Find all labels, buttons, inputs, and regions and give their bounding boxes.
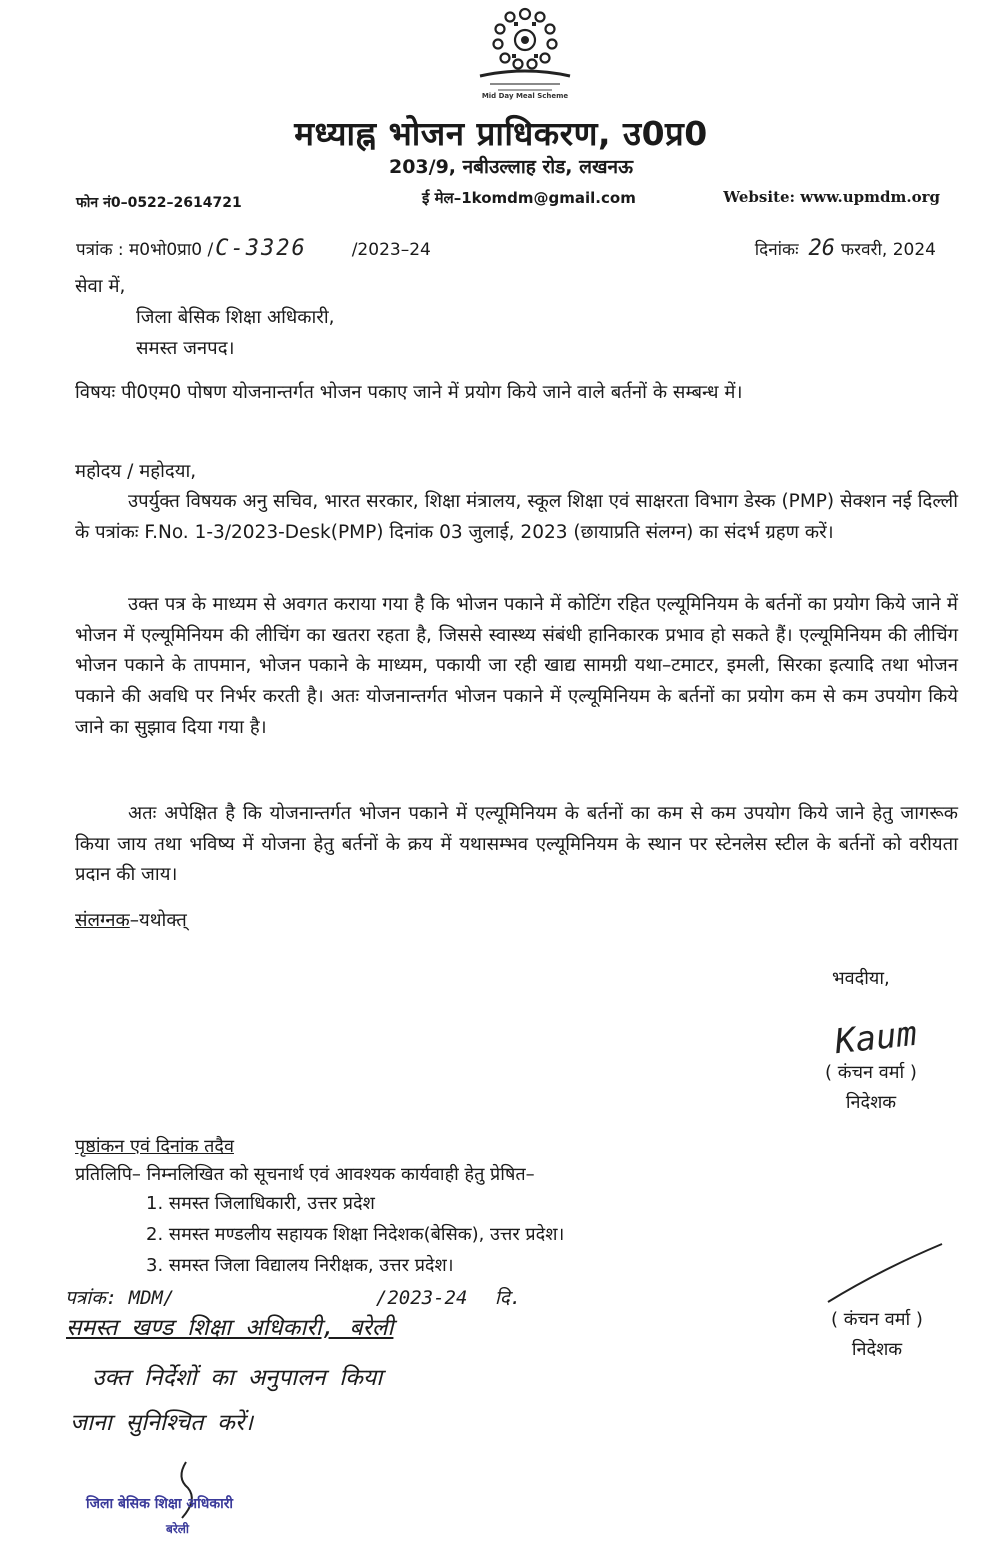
signatory-1 [796,1058,946,1118]
handwritten-reference [65,1284,521,1310]
website-link[interactable]: Website: www.upmdm.org [723,188,940,206]
body-paragraph-1: उपर्युक्त विषयक अनु सचिव, भारत सरकार, शिक्षा मंत्रालय, स्कूल शिक्षा एवं साक्षरता विभाग डेस्क (PMP) सेक्शन नई दिल्ली के पत्रांकः F.No. 1-3/2023-Desk(PMP) दिनांक 03 जुलाई, 2023 (छायाप्रति संलग्न) का संदर्भ ग्रहण करें। [75,491,958,543]
ref-prefix: पत्रांक : म0भो0प्रा0 / [76,240,214,260]
copy-line: प्रतिलिपि– निम्नलिखित को सूचनार्थ एवं आवश्यक कार्यवाही हेतु प्रेषित– [75,1164,535,1185]
signature-scribble: Kaum [833,1013,919,1063]
handwritten-instruction-2: जाना सुनिश्चित करें। [70,1410,253,1436]
phone-number: फोन नं0–0522–2614721 [76,195,242,211]
org-address: 203/9, नबीउल्लाह रोड, लखनऊ [388,156,634,178]
handwritten-instruction-1: उक्त निर्देशों का अनुपालन किया [92,1365,383,1391]
salutation: सेवा में, [75,276,126,297]
hw-ref-year: /2023-24 [375,1287,468,1309]
email-address[interactable]: ई मेल–1komdm@gmail.com [422,189,636,207]
date-label: दिनांकः [754,240,799,260]
copy-item: 3. समस्त जिला विद्यालय निरीक्षक, उत्तर प्रदेश। [146,1255,454,1276]
closing: भवदीया, [832,968,890,989]
hw-ref-date: दि. [494,1287,522,1309]
logo-caption: Mid Day Meal Scheme [481,92,569,100]
greeting: महोदय / महोदया, [75,461,197,482]
ref-number: C-3326 [215,236,307,261]
enclosure [75,906,187,937]
signatory-2 [802,1305,952,1365]
subject: विषयः पी0एम0 पोषण योजनान्तर्गत भोजन पकाए जाने में प्रयोग किये जाने वाले बर्तनों के सम्बन्ध में। [75,382,743,403]
date-day: 26 [808,236,836,261]
signatory-designation: निदेशक [851,1339,903,1360]
signatory-name: ( कंचन वर्मा ) [831,1309,923,1330]
hw-ref-prefix: पत्रांक: MDM/ [65,1287,175,1309]
body-paragraph-3: अतः अपेक्षित है कि योजनान्तर्गत भोजन पकाने में एल्यूमिनियम के बर्तनों का कम से कम उपयोग किये जाने हेतु जागरूक किया जाय तथा भविष्य में योजना हेतु बर्तनों के क्रय में यथासम्भव एल्यूमिनियम के स्थान पर स्टेनलेस स्टील के बर्तनों को वरीयता प्रदान की जाय। [75,803,958,886]
stamp-line-1: जिला बेसिक शिक्षा अधिकारी [86,1496,234,1512]
handwritten-addressee: समस्त खण्ड शिक्षा अधिकारी, बरेली [66,1315,394,1341]
copy-item: 1. समस्त जिलाधिकारी, उत्तर प्रदेश [146,1193,375,1214]
mdm-logo [470,4,580,104]
enclosure-label: संलग्नक [75,910,130,931]
letter-reference [76,236,431,261]
signatory-name: ( कंचन वर्मा ) [825,1062,917,1083]
endorsement-heading-text: पृष्ठांकन एवं दिनांक तदैव [75,1136,234,1157]
ref-year: /2023–24 [351,240,431,260]
signature-stroke [820,1240,950,1310]
letter-date [755,236,936,261]
stamp-line-2: बरेली [166,1522,190,1536]
org-title: मध्याह्न भोजन प्राधिकरण, उ0प्र0 [294,114,708,153]
date-rest: फरवरी, 2024 [841,240,936,260]
recipient-line2: समस्त जनपद। [136,338,235,359]
enclosure-rest: –यथोक्त् [129,910,187,931]
body-paragraph-2: उक्त पत्र के माध्यम से अवगत कराया गया है कि भोजन पकाने में कोटिंग रहित एल्यूमिनियम के बर्तनों का प्रयोग किये जाने में भोजन में एल्यूमिनियम की लीचिंग का खतरा रहता है, जिससे स्वास्थ्य संबंधी हानिकारक प्रभाव हो सकते हैं। एल्यूमिनियम की लीचिंग भोजन पकाने के तापमान, भोजन पकाने के माध्यम, पकायी जा रही खाद्य सामग्री यथा–टमाटर, इमली, सिरका इत्यादि तथा भोजन पकाने की अवधि पर निर्भर करती है। अतः योजनान्तर्गत भोजन पकाने में एल्यूमिनियम के बर्तनों का प्रयोग कम से कम उपयोग किये जाने का सुझाव दिया गया है। [75,594,958,738]
stamp-signature [168,1458,208,1528]
signatory-designation: निदेशक [845,1092,897,1113]
recipient-line1: जिला बेसिक शिक्षा अधिकारी, [136,307,335,328]
copy-item: 2. समस्त मण्डलीय सहायक शिक्षा निदेशक(बेसिक), उत्तर प्रदेश। [146,1224,565,1245]
endorsement-heading [75,1134,234,1160]
